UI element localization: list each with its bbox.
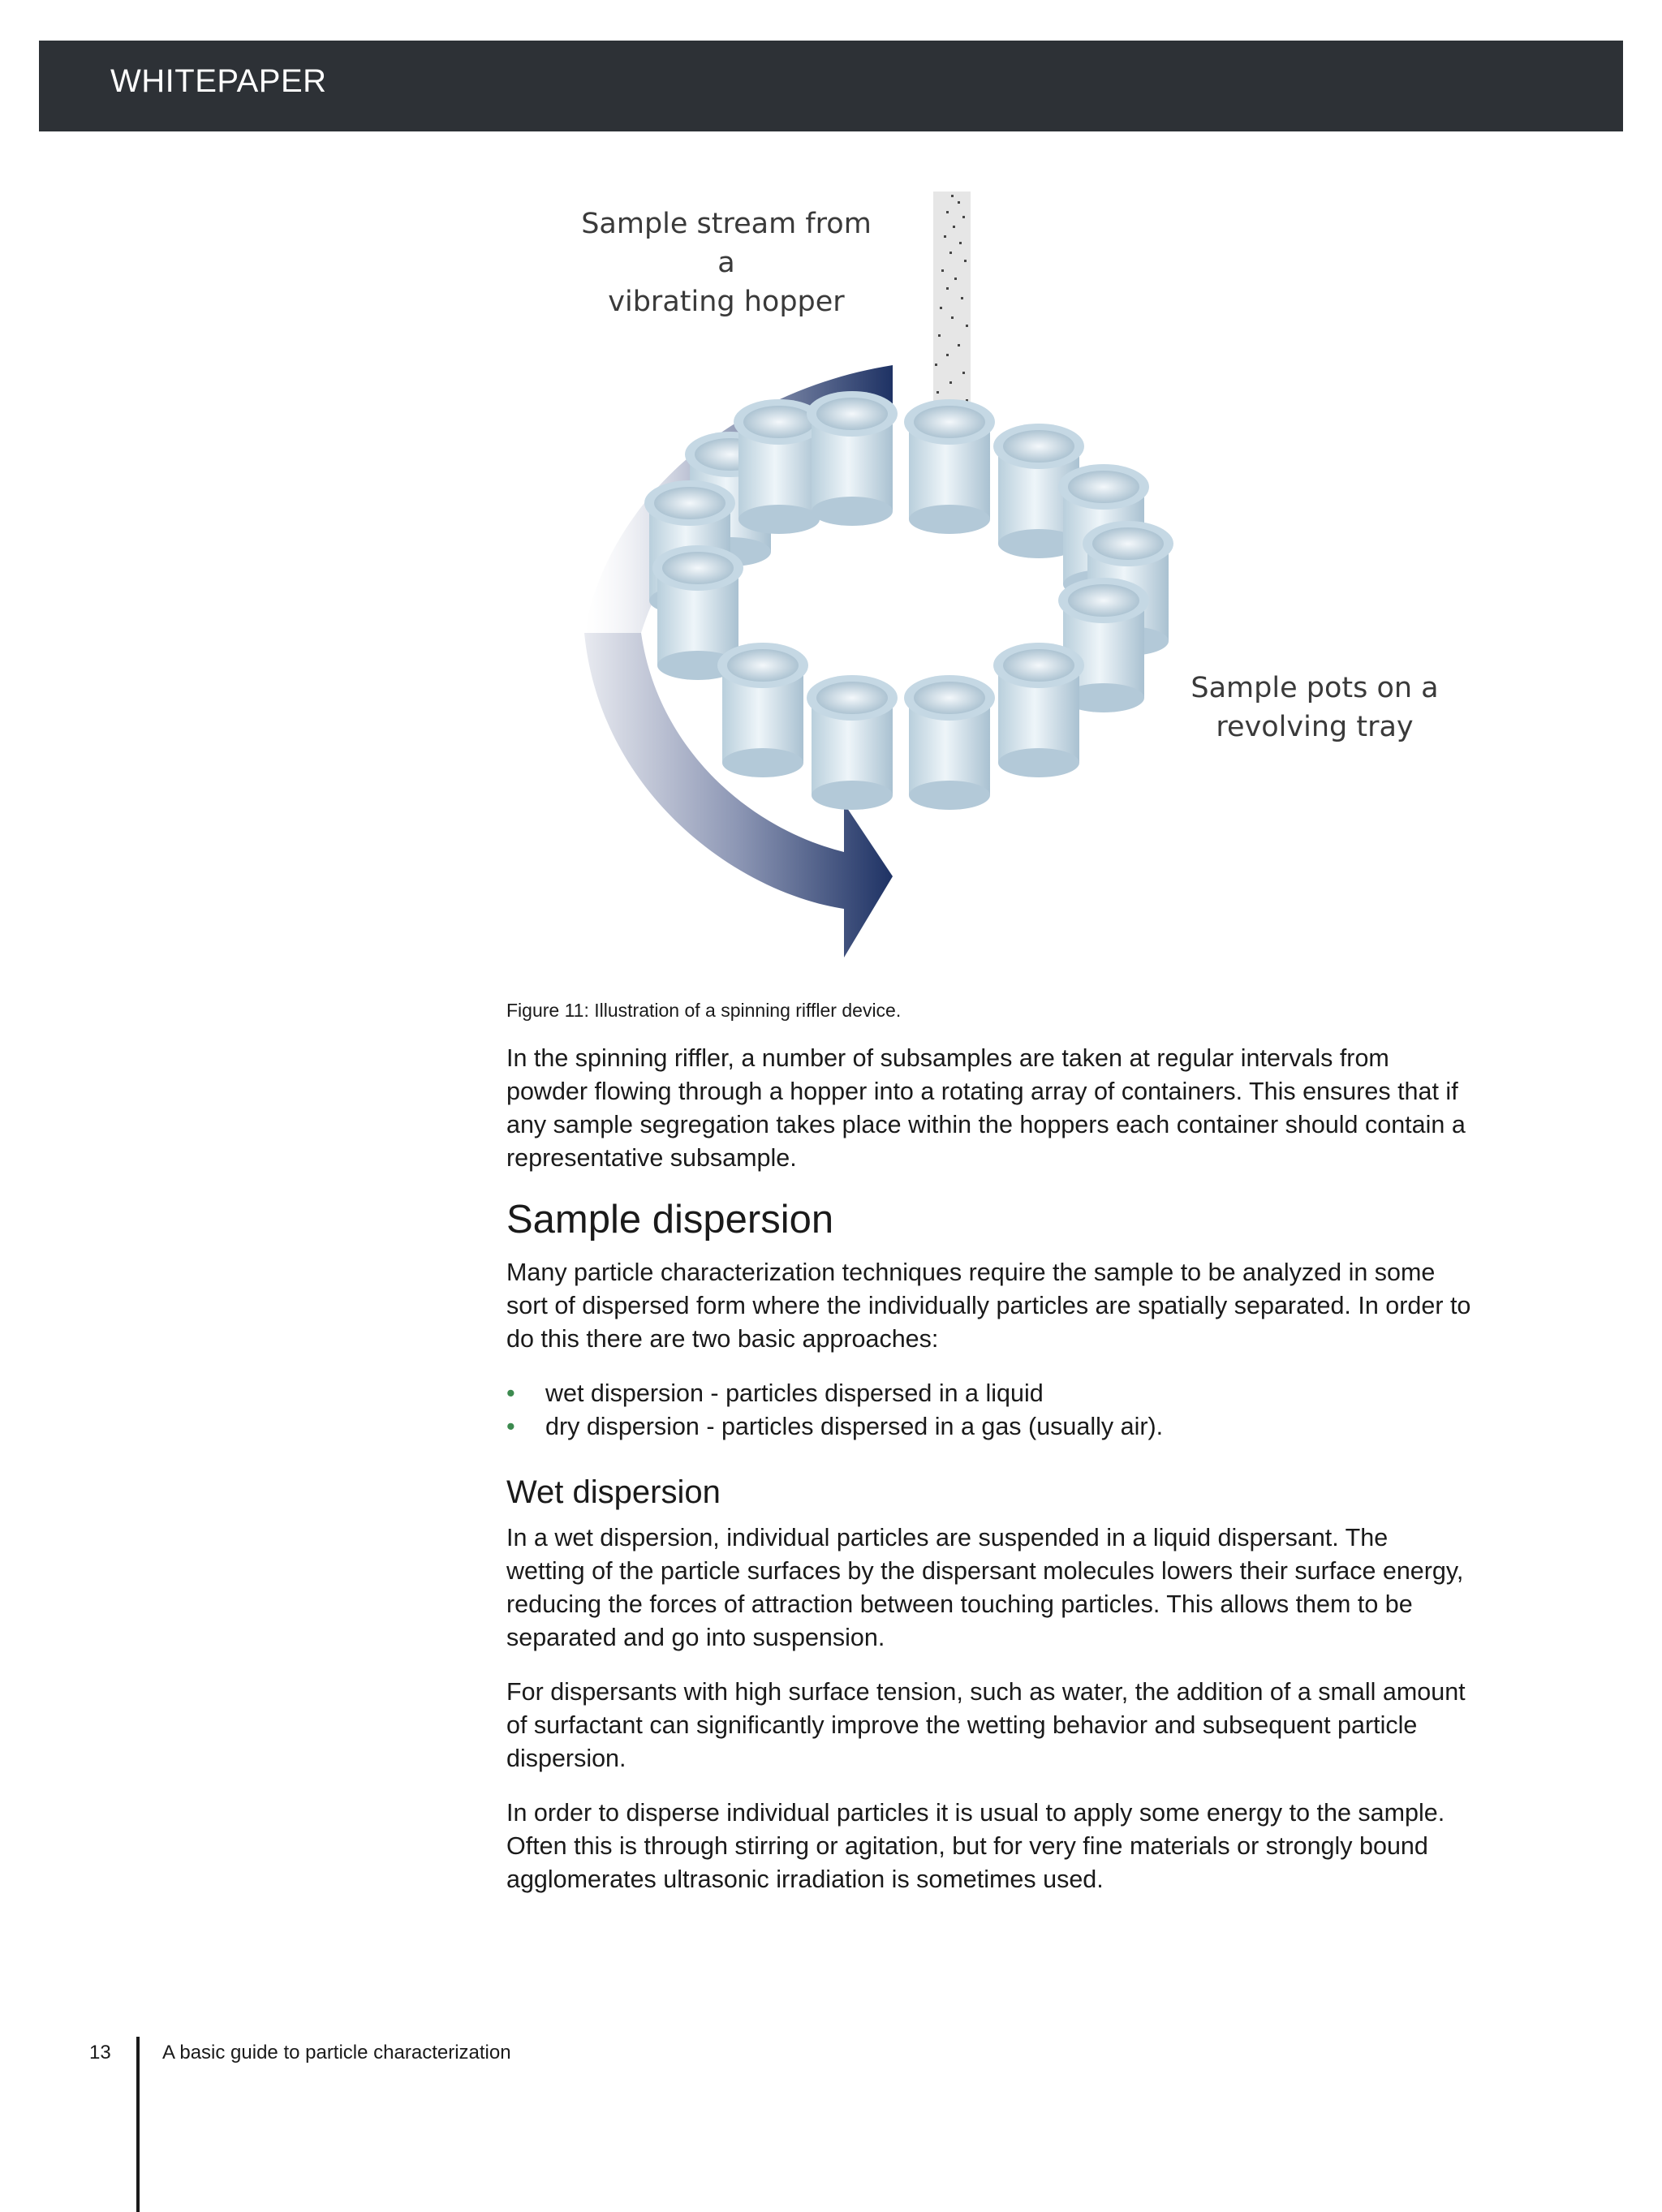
- main-content: [506, 1042, 1472, 1917]
- list-item: [506, 1410, 1472, 1444]
- label-sample-stream-line2: vibrating hopper: [608, 286, 845, 318]
- list-item: [506, 1377, 1472, 1410]
- heading-wet-dispersion: Wet dispersion: [506, 1474, 721, 1510]
- footer-doc-title: A basic guide to particle characterization: [162, 2042, 511, 2064]
- label-sample-pots-line1: Sample pots on a: [1191, 672, 1439, 704]
- list-item-text: dry dispersion - particles dispersed in a gas (usually air).: [545, 1413, 1164, 1440]
- bullet-icon: •: [506, 1413, 515, 1440]
- bullet-icon: •: [506, 1379, 515, 1407]
- heading-sample-dispersion: Sample dispersion: [506, 1198, 834, 1242]
- paragraph-dispersion-intro: Many particle characterization techniques require the sample to be analyzed in some sort of dispersed form where the individually particles are spatially separated. In order to do this there are two basic approaches:: [506, 1259, 1471, 1353]
- dispersion-approaches-list: [506, 1377, 1472, 1444]
- paragraph-energy: In order to disperse individual particles it is usual to apply some energy to the sample. Often this is through stirring or agitation, but for very fine materials or strongly bound agglomerates ultrasonic irradiation is sometimes used.: [506, 1799, 1445, 1893]
- footer-divider: [136, 2037, 140, 2212]
- sample-pots: [644, 391, 1173, 810]
- figure-caption: Figure 11: Illustration of a spinning riffler device.: [506, 1000, 902, 1021]
- label-sample-stream: [568, 204, 885, 321]
- page-header: [39, 41, 1623, 131]
- header-title: WHITEPAPER: [110, 63, 327, 99]
- page-number: 13: [89, 2042, 111, 2064]
- riffler-figure: [536, 179, 1461, 974]
- label-sample-stream-line1: Sample stream from a: [581, 208, 872, 279]
- label-sample-pots: [1185, 669, 1445, 747]
- paragraph-surfactant: For dispersants with high surface tension, such as water, the addition of a small amount of surfactant can significantly improve the wetting behavior and subsequent particle dispersion.: [506, 1678, 1466, 1772]
- paragraph-riffler: In the spinning riffler, a number of subsamples are taken at regular intervals from powder flowing through a hopper into a rotating array of containers. This ensures that if any sample segregation takes place within the hoppers each container should contain a representative subsample.: [506, 1044, 1466, 1172]
- list-item-text: wet dispersion - particles dispersed in a liquid: [545, 1379, 1044, 1407]
- paragraph-wet-dispersion: In a wet dispersion, individual particles are suspended in a liquid dispersant. The wetting of the particle surfaces by the dispersant molecules lowers their surface energy, reducing the forces of attraction between touching particles. This allows them to be separated and go into suspension.: [506, 1524, 1464, 1651]
- label-sample-pots-line2: revolving tray: [1216, 711, 1414, 743]
